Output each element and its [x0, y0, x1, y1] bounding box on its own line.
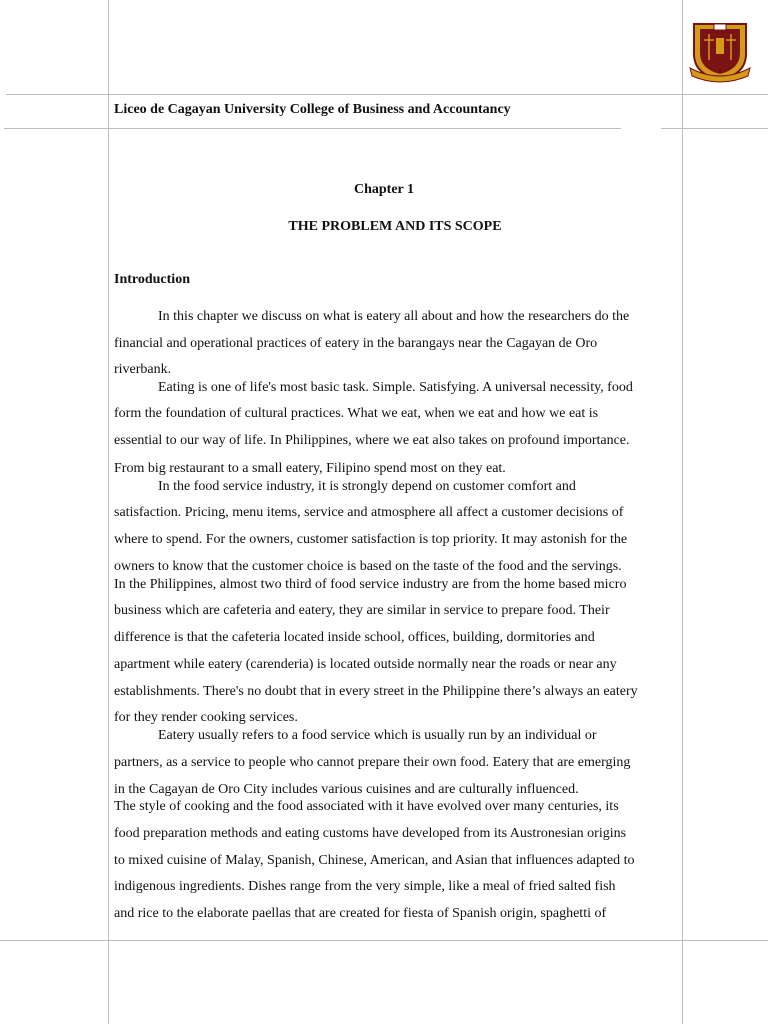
- text-line: riverbank.: [114, 362, 172, 377]
- text-line: satisfaction. Pricing, menu items, service and atmosphere all affect a customer decisions of: [114, 505, 624, 520]
- text-line: Eating is one of life's most basic task. Simple. Satisfying. A universal necessity, food: [158, 380, 633, 395]
- header-rule-bottom-left: [4, 128, 621, 129]
- text-line: Eatery usually refers to a food service which is usually run by an individual or: [158, 728, 597, 743]
- text-line: indigenous ingredients. Dishes range from the very simple, like a meal of fried salted fish: [114, 879, 616, 894]
- text-line: In the food service industry, it is strongly depend on customer comfort and: [158, 479, 576, 494]
- text-line: In the Philippines, almost two third of food service industry are from the home based micro: [114, 577, 627, 592]
- chapter-number: Chapter 1: [353, 182, 415, 197]
- text-line: In this chapter we discuss on what is eatery all about and how the researchers do the: [158, 309, 630, 324]
- header-rule-top: [6, 94, 768, 95]
- text-line: difference is that the cafeteria located inside school, offices, building, dormitories and: [114, 630, 595, 645]
- text-line: From big restaurant to a small eatery, Filipino spend most on they eat.: [114, 461, 506, 476]
- text-line: financial and operational practices of eatery in the barangays near the Cagayan de Oro: [114, 336, 598, 351]
- margin-line-left: [108, 0, 109, 1024]
- text-line: owners to know that the customer choice is based on the taste of the food and the servings.: [114, 559, 622, 574]
- text-line: in the Cagayan de Oro City includes various cuisines and are culturally influenced.: [114, 782, 579, 797]
- text-line: essential to our way of life. In Philippines, where we eat also takes on profound importance.: [114, 433, 630, 448]
- text-line: where to spend. For the owners, customer satisfaction is top priority. It may astonish for the: [114, 532, 628, 547]
- institution-header: Liceo de Cagayan University College of Business and Accountancy: [114, 102, 511, 117]
- text-line: partners, as a service to people who cannot prepare their own food. Eatery that are emerging: [114, 755, 631, 770]
- text-line: food preparation methods and eating customs have developed from its Austronesian origins: [114, 826, 627, 841]
- text-line: to mixed cuisine of Malay, Spanish, Chinese, American, and Asian that influences adapted to: [114, 853, 635, 868]
- margin-line-right: [682, 0, 683, 1024]
- footer-rule: [0, 940, 768, 941]
- text-line: business which are cafeteria and eatery, they are similar in service to prepare food. Their: [114, 603, 610, 618]
- text-line: establishments. There's no doubt that in every street in the Philippine there’s always an eatery: [114, 684, 638, 699]
- text-line: for they render cooking services.: [114, 710, 298, 725]
- text-line: apartment while eatery (carenderia) is located outside normally near the roads or near any: [114, 657, 617, 672]
- text-line: form the foundation of cultural practices. What we eat, when we eat and how we eat is: [114, 406, 599, 421]
- header-rule-bottom-right: [661, 128, 768, 129]
- text-line: and rice to the elaborate paellas that are created for fiesta of Spanish origin, spaghetti of: [114, 906, 607, 921]
- section-heading: Introduction: [114, 272, 190, 287]
- text-line: The style of cooking and the food associated with it have evolved over many centuries, its: [114, 799, 619, 814]
- university-crest-icon: [688, 20, 752, 89]
- chapter-title: THE PROBLEM AND ITS SCOPE: [288, 219, 502, 234]
